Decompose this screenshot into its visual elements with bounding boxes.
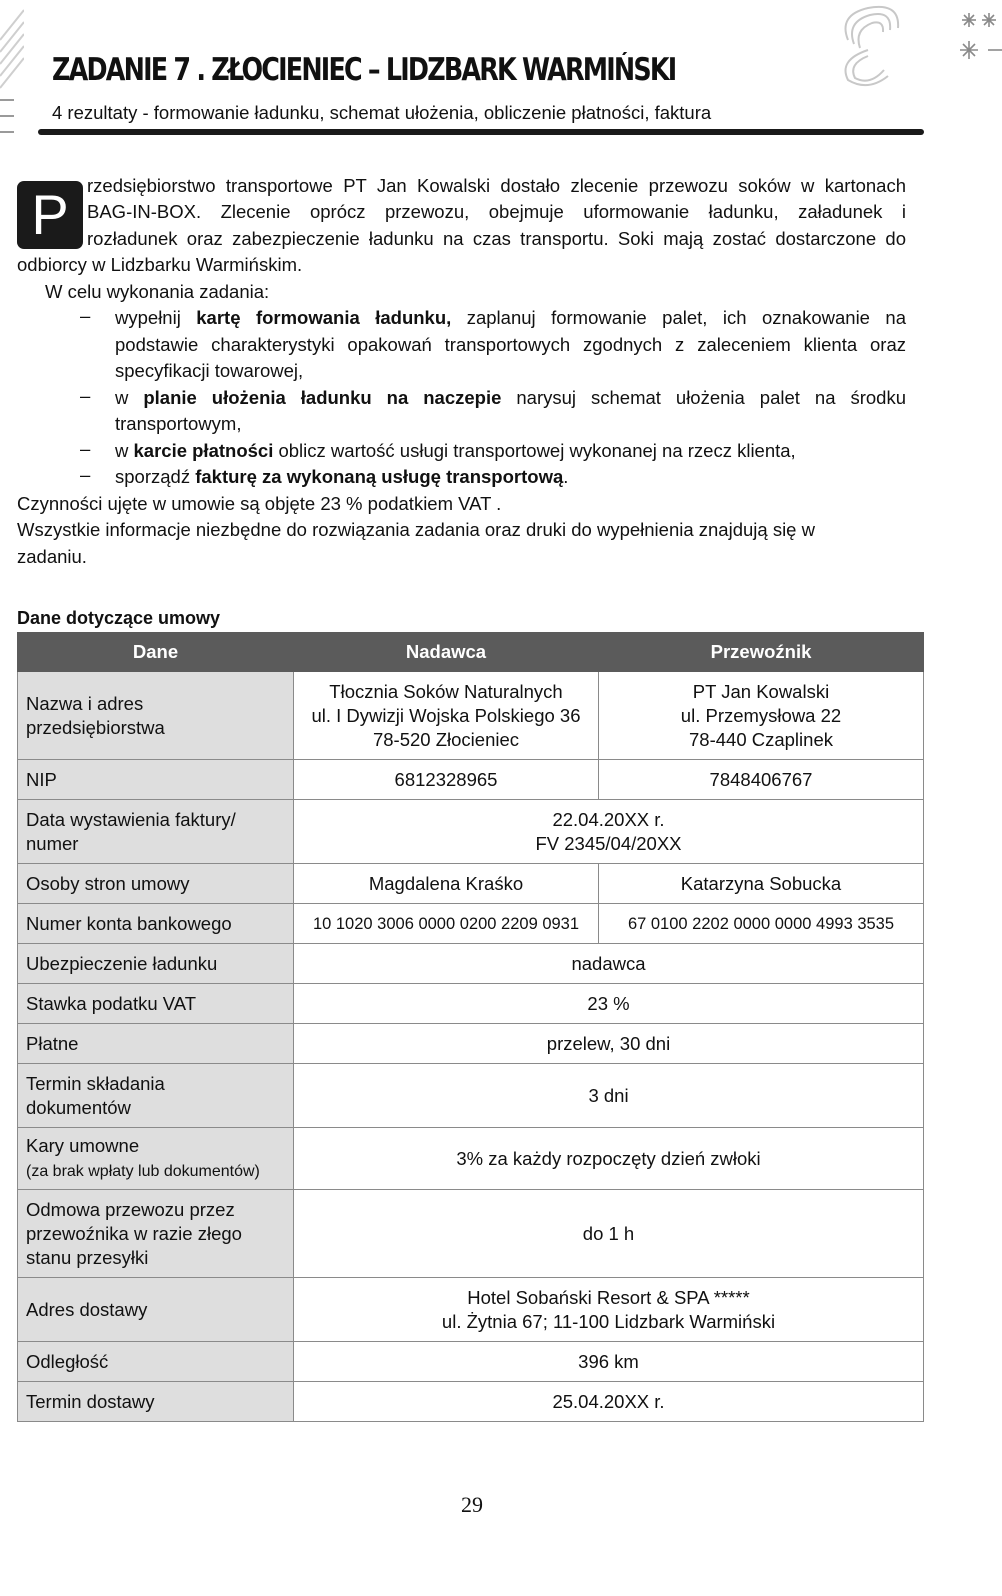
text: numer (26, 832, 79, 854)
row-label: Termin dostawy (18, 1382, 294, 1422)
text: Termin składania (26, 1072, 165, 1094)
text: 78-440 Czaplinek (689, 728, 833, 750)
distance-value: 396 km (294, 1342, 924, 1382)
text: Tłocznia Soków Naturalnych (329, 680, 563, 702)
sender-nip: 6812328965 (294, 760, 599, 800)
table-row (18, 800, 924, 864)
refusal-value: do 1 h (294, 1190, 924, 1278)
table-row (18, 1190, 924, 1278)
address-value (294, 1278, 924, 1342)
row-label (18, 800, 294, 864)
row-label: NIP (18, 760, 294, 800)
text: 22.04.20XX r. (552, 808, 665, 830)
bullet-3 (115, 438, 796, 465)
penalty-value: 3% za każdy rozpoczęty dzień zwłoki (294, 1128, 924, 1190)
row-label (18, 1190, 294, 1278)
row-label (18, 1128, 294, 1190)
page-title: ZADANIE 7 . ZŁOCIENIEC – LIDZBARK WARMIŃSKI (52, 52, 676, 88)
text: Odmowa przewozu przez (26, 1198, 235, 1220)
table-row (18, 904, 924, 944)
carrier-person: Katarzyna Sobucka (599, 864, 924, 904)
hatch-decoration (0, 0, 24, 150)
text: w (115, 440, 134, 461)
bullet-dash: – (80, 438, 91, 459)
table-row (18, 760, 924, 800)
insurance-value: nadawca (294, 944, 924, 984)
bold-text: karcie płatności (133, 440, 274, 461)
intro-line-4: odbiorcy w Lidzbarku Warmińskim. (17, 254, 303, 275)
text: przewoźnika w razie złego (26, 1222, 242, 1244)
text: Hotel Sobański Resort & SPA ***** (467, 1286, 750, 1308)
text: stanu przesyłki (26, 1246, 149, 1268)
vat-note: Czynności ujęte w umowie są objęte 23 % podatkiem VAT . (17, 493, 502, 514)
table-row (18, 1064, 924, 1128)
header-nadawca: Nadawca (294, 633, 599, 672)
text: ul. Przemysłowa 22 (680, 704, 842, 726)
bold-text: fakturę za wykonaną usługę transportową (195, 466, 564, 487)
table-heading: Dane dotyczące umowy (17, 608, 221, 628)
contract-table (17, 632, 924, 1422)
table-row (18, 1128, 924, 1190)
sender-account: 10 1020 3006 0000 0200 2209 0931 (294, 904, 599, 944)
text: zaplanuj formowanie palet, ich oznakowanie na (451, 307, 906, 328)
bold-text: kartę formowania ładunku, (196, 307, 452, 328)
bullet-1-line-1 (115, 305, 906, 332)
text: . (563, 466, 569, 487)
page-number: 29 (461, 1492, 483, 1517)
sender-person: Magdalena Kraśko (294, 864, 599, 904)
bullet-4 (115, 464, 568, 491)
text: oblicz wartość usługi transportowej wykonanej na rzecz klienta, (273, 440, 796, 461)
bold-text: planie ułożenia ładunku na naczepie (143, 387, 502, 408)
text: ul. I Dywizji Wojska Polskiego 36 (311, 704, 581, 726)
table-row (18, 1342, 924, 1382)
text: FV 2345/04/20XX (535, 832, 682, 854)
row-label: Odległość (18, 1342, 294, 1382)
sender-address (294, 672, 599, 760)
table-header-row (18, 633, 924, 672)
delivery-value: 25.04.20XX r. (294, 1382, 924, 1422)
info-note-line-1: Wszystkie informacje niezbędne do rozwiązania zadania oraz druki do wypełnienia znajdują się w (17, 519, 815, 540)
info-note-line-2: zadaniu. (17, 546, 87, 567)
swirl-decoration (828, 0, 908, 90)
bullet-1-line-3: specyfikacji towarowej, (115, 360, 304, 381)
text: Nazwa i adres (26, 692, 144, 714)
text: wypełnij (115, 307, 197, 328)
payment-value: przelew, 30 dni (294, 1024, 924, 1064)
table-row (18, 984, 924, 1024)
header-przewoznik: Przewoźnik (599, 633, 924, 672)
header-dane: Dane (18, 633, 294, 672)
bullet-1-line-2: podstawie charakterystyki opakowań transportowych zgodnych z zaleceniem klienta oraz (115, 334, 906, 355)
stars-decoration (960, 4, 1002, 64)
text: narysuj schemat ułożenia palet na środku (501, 387, 906, 408)
page-subtitle: 4 rezultaty - formowanie ładunku, schemat ułożenia, obliczenie płatności, faktura (52, 102, 712, 123)
intro-line-2: BAG-IN-BOX. Zlecenie oprócz przewozu, obejmuje uformowanie ładunku, załadunek i (87, 201, 906, 222)
row-label: Ubezpieczenie ładunku (18, 944, 294, 984)
row-label: Adres dostawy (18, 1278, 294, 1342)
text: przedsiębiorstwa (26, 716, 165, 738)
vat-value: 23 % (294, 984, 924, 1024)
row-label: Płatne (18, 1024, 294, 1064)
intro-line-1: rzedsiębiorstwo transportowe PT Jan Kowalski dostało zlecenie przewozu soków w kartonach (87, 175, 906, 196)
table-row (18, 672, 924, 760)
row-label: Osoby stron umowy (18, 864, 294, 904)
table-row (18, 1278, 924, 1342)
text: ul. Żytnia 67; 11-100 Lidzbark Warmiński (441, 1310, 776, 1332)
row-label (18, 672, 294, 760)
table-row (18, 1024, 924, 1064)
text: 78-520 Złocieniec (372, 728, 520, 750)
row-label (18, 1064, 294, 1128)
text: (za brak wpłaty lub dokumentów) (26, 1162, 260, 1180)
text: sporządź (115, 466, 196, 487)
carrier-nip: 7848406767 (599, 760, 924, 800)
text: w (115, 387, 144, 408)
bullet-2-line-2: transportowym, (115, 413, 242, 434)
table-row (18, 1382, 924, 1422)
bullet-dash: – (80, 305, 91, 326)
carrier-account: 67 0100 2202 0000 0000 4993 3535 (599, 904, 924, 944)
text: PT Jan Kowalski (692, 680, 830, 702)
drop-cap: P (17, 181, 83, 249)
docs-value: 3 dni (294, 1064, 924, 1128)
bullet-dash: – (80, 385, 91, 406)
row-label: Numer konta bankowego (18, 904, 294, 944)
bullet-2-line-1 (115, 385, 906, 412)
bullet-dash: – (80, 464, 91, 485)
carrier-address (599, 672, 924, 760)
task-lead: W celu wykonania zadania: (45, 281, 270, 302)
text: dokumentów (26, 1096, 131, 1118)
text: Kary umowne (26, 1134, 140, 1156)
title-rule (38, 129, 924, 135)
table-row (18, 944, 924, 984)
row-label: Stawka podatku VAT (18, 984, 294, 1024)
invoice-value (294, 800, 924, 864)
table-row (18, 864, 924, 904)
intro-line-3: rozładunek oraz zabezpieczenie ładunku na czas transportu. Soki mają zostać dostarczone do (87, 228, 906, 249)
text: Data wystawienia faktury/ (26, 808, 236, 830)
